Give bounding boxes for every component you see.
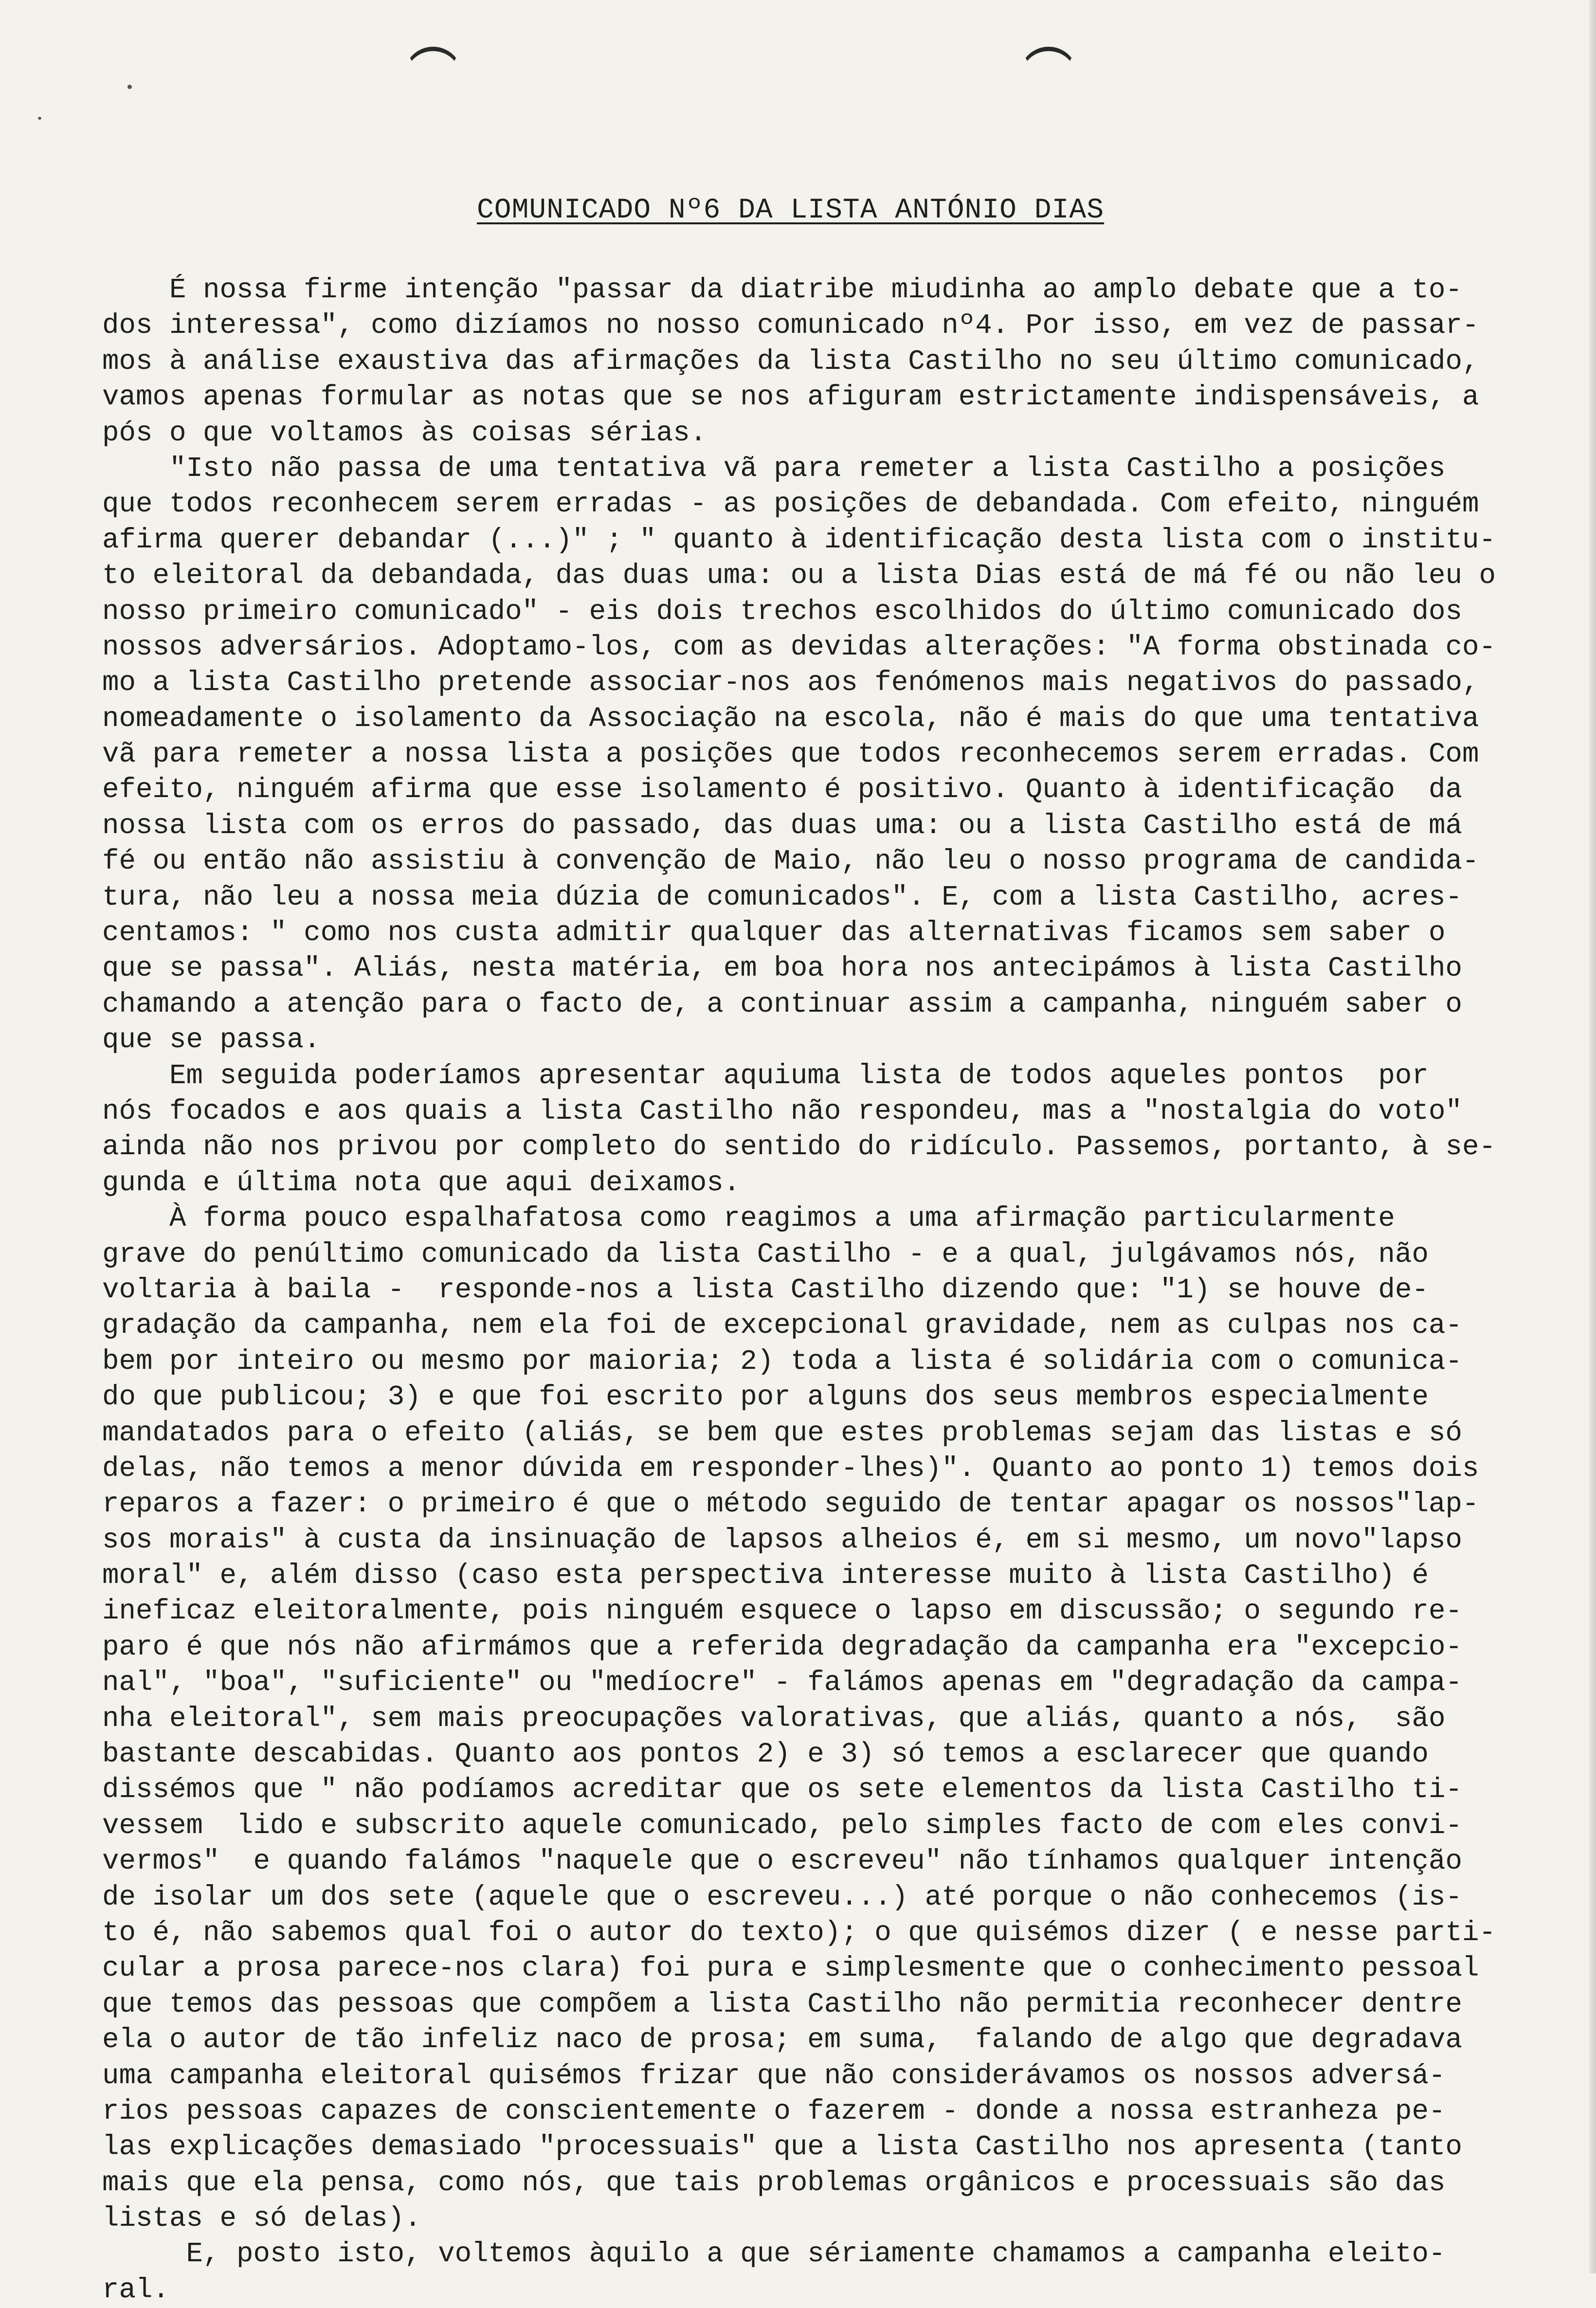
text-line: nossos adversários. Adoptamo-los, com as devidas alterações: "A forma obstinada co- [102, 631, 1496, 663]
text-line: pós o que voltamos às coisas sérias. [102, 417, 707, 449]
text-line: moral" e, além disso (caso esta perspectiva interesse muito à lista Castilho) é [102, 1560, 1429, 1592]
text-line: voltaria à baila - responde-nos a lista Castilho dizendo que: "1) se houve de- [102, 1274, 1429, 1306]
document-body [102, 273, 1504, 2308]
text-line: que se passa. [102, 1024, 321, 1056]
text-line: vã para remeter a nossa lista a posições que todos reconhecemos serem erradas. Com [102, 739, 1479, 771]
ink-speck [38, 117, 41, 120]
text-line: fé ou então não assistiu à convenção de Maio, não leu o nosso programa de candida- [102, 846, 1479, 878]
text-line: mandatados para o efeito (aliás, se bem que estes problemas sejam das listas e só [102, 1417, 1462, 1449]
text-line: mos à análise exaustiva das afirmações da lista Castilho no seu último comunicado, [102, 345, 1479, 378]
text-line: sos morais" à custa da insinuação de lapsos alheios é, em si mesmo, um novo"lapso [102, 1524, 1462, 1556]
text-line: gradação da campanha, nem ela foi de excepcional gravidade, nem as culpas nos ca- [102, 1310, 1462, 1342]
text-line: ineficaz eleitoralmente, pois ninguém esquece o lapso em discussão; o segundo re- [102, 1596, 1462, 1628]
text-line: cular a prosa parece-nos clara) foi pura e simplesmente que o conhecimento pessoal [102, 1953, 1479, 1985]
text-line: tura, não leu a nossa meia dúzia de comunicados". E, com a lista Castilho, acres- [102, 881, 1462, 913]
text-line: uma campanha eleitoral quisémos frizar que não considerávamos os nossos adversá- [102, 2060, 1446, 2092]
document-title: COMUNICADO Nº6 DA LISTA ANTÓNIO DIAS [477, 195, 1105, 226]
text-line: À forma pouco espalhafatosa como reagimos a uma afirmação particularmente [102, 1203, 1395, 1235]
text-line: nosso primeiro comunicado" - eis dois trechos escolhidos do último comunicado dos [102, 596, 1462, 628]
text-line: mais que ela pensa, como nós, que tais problemas orgânicos e processuais são das [102, 2167, 1446, 2199]
text-line: paro é que nós não afirmámos que a referida degradação da campanha era "excepcio- [102, 1631, 1462, 1663]
text-line: mo a lista Castilho pretende associar-nos aos fenómenos mais negativos do passado, [102, 667, 1479, 699]
text-line: que temos das pessoas que compõem a lista Castilho não permitia reconhecer dentre [102, 1988, 1462, 2020]
text-line: bem por inteiro ou mesmo por maioria; 2) toda a lista é solidária com o comunica- [102, 1345, 1462, 1378]
text-line: "Isto não passa de uma tentativa vã para remeter a lista Castilho a posições [102, 453, 1446, 485]
text-line: ral. [102, 2274, 170, 2306]
text-line: de isolar um dos sete (aquele que o escreveu...) até porque o não conhecemos (is- [102, 1881, 1462, 1913]
text-line: centamos: " como nos custa admitir qualquer das alternativas ficamos sem saber o [102, 917, 1446, 949]
text-line: bastante descabidas. Quanto aos pontos 2) e 3) só temos a esclarecer que quando [102, 1739, 1429, 1771]
punch-hole-mark-right [1019, 47, 1078, 80]
text-line: ela o autor de tão infeliz naco de prosa; em suma, falando de algo que degradava [102, 2024, 1462, 2056]
text-line: rios pessoas capazes de conscientemente o fazerem - donde a nossa estranheza pe- [102, 2095, 1446, 2127]
text-line: afirma querer debandar (...)" ; " quanto à identificação desta lista com o institu- [102, 524, 1496, 556]
text-line: ainda não nos privou por completo do sentido do ridículo. Passemos, portanto, à se- [102, 1131, 1496, 1163]
text-line: reparos a fazer: o primeiro é que o método seguido de tentar apagar os nossos"lap- [102, 1489, 1479, 1521]
text-line: efeito, ninguém afirma que esse isolamento é positivo. Quanto à identificação da [102, 774, 1462, 806]
text-line: que se passa". Aliás, nesta matéria, em boa hora nos antecipámos à lista Castilho [102, 953, 1462, 985]
text-line: do que publicou; 3) e que foi escrito por alguns dos seus membros especialmente [102, 1381, 1429, 1414]
text-line: chamando a atenção para o facto de, a continuar assim a campanha, ninguém saber o [102, 988, 1462, 1020]
text-line: dissémos que " não podíamos acreditar que os sete elementos da lista Castilho ti- [102, 1774, 1462, 1806]
text-line: gunda e última nota que aqui deixamos. [102, 1167, 741, 1199]
text-line: to eleitoral da debandada, das duas uma: ou a lista Dias está de má fé ou não leu o [102, 560, 1496, 592]
text-line: vermos" e quando falámos "naquele que o escreveu" não tínhamos qualquer intenção [102, 1846, 1462, 1878]
text-line: Em seguida poderíamos apresentar aquiuma lista de todos aqueles pontos por [102, 1060, 1429, 1092]
text-line: que todos reconhecem serem erradas - as posições de debandada. Com efeito, ninguém [102, 489, 1479, 521]
text-line: to é, não sabemos qual foi o autor do texto); o que quisémos dizer ( e nesse parti- [102, 1917, 1496, 1949]
text-line: É nossa firme intenção "passar da diatribe miudinha ao amplo debate que a to- [102, 274, 1462, 306]
text-line: delas, não temos a menor dúvida em responder-lhes)". Quanto ao ponto 1) temos dois [102, 1453, 1479, 1485]
text-line: nal", "boa", "suficiente" ou "medíocre" - falámos apenas em "degradação da campa- [102, 1667, 1462, 1699]
text-line: nha eleitoral", sem mais preocupações valorativas, que aliás, quanto a nós, são [102, 1703, 1446, 1735]
text-line: las explicações demasiado "processuais" que a lista Castilho nos apresenta (tanto [102, 2131, 1462, 2163]
text-line: vessem lido e subscrito aquele comunicado, pelo simples facto de com eles convi- [102, 1810, 1462, 1842]
text-line: nomeadamente o isolamento da Associação na escola, não é mais do que uma tentativa [102, 703, 1479, 735]
text-line: nós focados e aos quais a lista Castilho não respondeu, mas a "nostalgia do voto" [102, 1095, 1462, 1127]
text-line: dos interessa", como dizíamos no nosso comunicado nº4. Por isso, em vez de passar- [102, 310, 1479, 342]
ink-speck [127, 85, 132, 89]
text-line: nossa lista com os erros do passado, das duas uma: ou a lista Castilho está de má [102, 810, 1462, 842]
text-line: vamos apenas formular as notas que se nos afiguram estrictamente indispensáveis, a [102, 382, 1479, 414]
text-line: grave do penúltimo comunicado da lista Castilho - e a qual, julgávamos nós, não [102, 1238, 1429, 1271]
text-line: E, posto isto, voltemos àquilo a que sériamente chamamos a campanha eleito- [102, 2238, 1446, 2271]
page-edge-shadow [1589, 0, 1596, 2273]
text-line: listas e só delas). [102, 2203, 421, 2235]
punch-hole-mark-left [404, 47, 462, 80]
